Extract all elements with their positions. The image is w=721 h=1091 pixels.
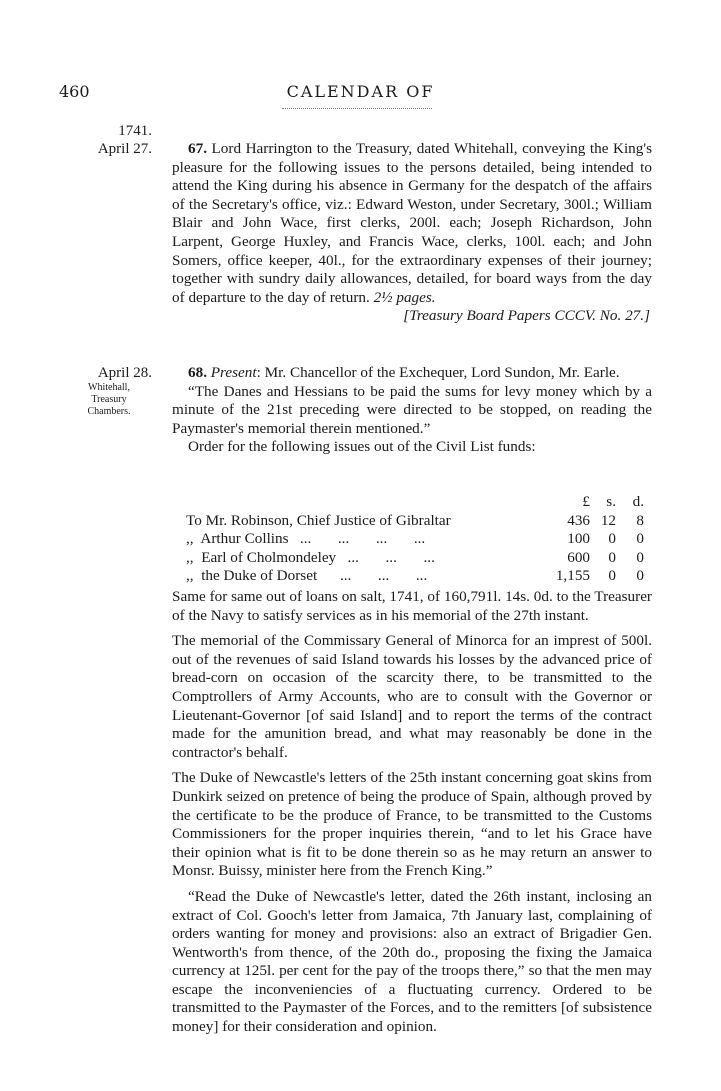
margin-year [52,122,152,158]
pounds-cell: 600 [567,548,590,566]
shillings-cell: 0 [608,530,616,548]
pence-header: d. [632,493,644,510]
order-line: Order for the following issues out of the Civil List funds: [188,438,536,456]
entry-68-number: 68. [188,364,207,381]
entry-67-pages: 2½ pages. [373,288,436,306]
pence-cell: 0 [636,530,644,548]
present-text: : Mr. Chancellor of the Exchequer, Lord Sundon, Mr. Earle. [256,364,620,381]
place-line-1: Whitehall, [88,382,130,393]
minorca-paragraph: The memorial of the Commissary General of Minorca for an imprest of 500l. out of the revenues of said Island towards his losses by the advanced price of bread-corn on occasion of the scarcity there, to be transmitted to the Comptrollers of Army Accounts, who are to consult with the Governor or Lieutenant-Governor [of said Island] and to report the terms of the contract made for the amunition bread, and what may reasonably be done in the contractor's behalf. [172,632,652,761]
payee-label: ,, Arthur Collins ... ... ... ... [186,530,426,548]
pounds-cell: 100 [567,530,590,548]
table-row [186,530,648,549]
loans-paragraph: Same for same out of loans on salt, 1741, of 160,791l. 14s. 0d. to the Treasurer of the Navy to satisfy services as in his memorial of the 27th instant. [172,588,652,624]
date-april-27: April 27. [97,141,152,157]
margin-april-28 [52,364,152,418]
entry-67-text: Lord Harrington to the Treasury, dated Whitehall, conveying the King's pleasure for the following issues to the persons detailed, being intended to attend the King during his absence in Germany for the despatch of the affairs of the Secretary's office, viz.: Edward Weston, under Secretary, 300l.; William Blair and John Wace, first clerks, 200l. each; Joseph Richardson, John Larpent, George Huxley, and Francis Wace, clerks, 100l. each; and John Somers, office keeper, 40l., for the extraordinary expenses of their journey; together with sundry daily allowances, detailed, for board ways from the day of departure to the day of return. [172,140,653,306]
payee-label: ,, the Duke of Dorset ... ... ... [186,567,428,585]
payee-label: To Mr. Robinson, Chief Justice of Gibraltar [186,511,451,529]
present-label: Present [210,364,257,381]
table-row [186,567,648,586]
date-april-28: April 28. [97,365,152,381]
issues-table [186,493,648,586]
table-header-row [186,493,648,512]
entry-67 [172,140,652,326]
entry-68-intro [172,364,652,457]
table-row [186,512,648,531]
page-header [0,82,721,106]
shillings-cell: 0 [608,567,616,585]
place-line-3: Chambers. [87,406,131,417]
jamaica-paragraph: “Read the Duke of Newcastle's letter, dated the 26th instant, inclosing an extract of Col. Gooch's letter from Jamaica, 7th January last, complaining of orders wanting for money and provisions: also an extract of Brigadier Gen. Wentworth's from thence, of the 20th do., proposing the fixing the Jamaica currency at 125l. per cent for the pay of the troops there,” so that the men may escape the inconveniencies of a fluctuating currency. Ordered to be transmitted to the Paymaster of the Forces, and to the remitters [of subsistence money] for their consideration and opinion. [172,887,652,1036]
pence-cell: 0 [636,548,644,566]
pence-cell: 8 [636,511,644,529]
place-line-2: Treasury [91,394,127,405]
entry-67-number: 67. [188,140,207,157]
shillings-cell: 12 [600,511,616,529]
running-head: CALENDAR OF [286,82,435,101]
entry-68-body [172,588,652,1037]
year-label: 1741. [118,123,152,139]
pounds-cell: 436 [567,511,590,529]
pence-cell: 0 [636,567,644,585]
header-rule [282,108,432,109]
shillings-header: s. [606,493,616,510]
payee-label: ,, Earl of Cholmondeley ... ... ... [186,548,435,566]
table-row [186,549,648,568]
shillings-cell: 0 [608,548,616,566]
pounds-cell: 1,155 [555,567,590,585]
page-number: 460 [59,82,90,101]
entry-67-reference: [Treasury Board Papers CCCV. No. 27.] [403,307,650,325]
pounds-header: £ [582,493,590,510]
levy-quote: “The Danes and Hessians to be paid the sums for levy money which by a minute of the 21st preceding were directed to be stopped, on reading the Paymaster's memorial therein mentioned.” [172,382,652,437]
goat-skins-paragraph: The Duke of Newcastle's letters of the 25th instant concerning goat skins from Dunkirk seized on pretence of being the produce of Spain, although proved by the certificate to be the produce of France, to be transmitted to the Customs Commissioners for the proper inquiries therein, “and to let his Grace have their opinion what is fit to be done therein so as he may return an answer to Monsr. Buissy, minister here from the French King.” [172,769,652,880]
